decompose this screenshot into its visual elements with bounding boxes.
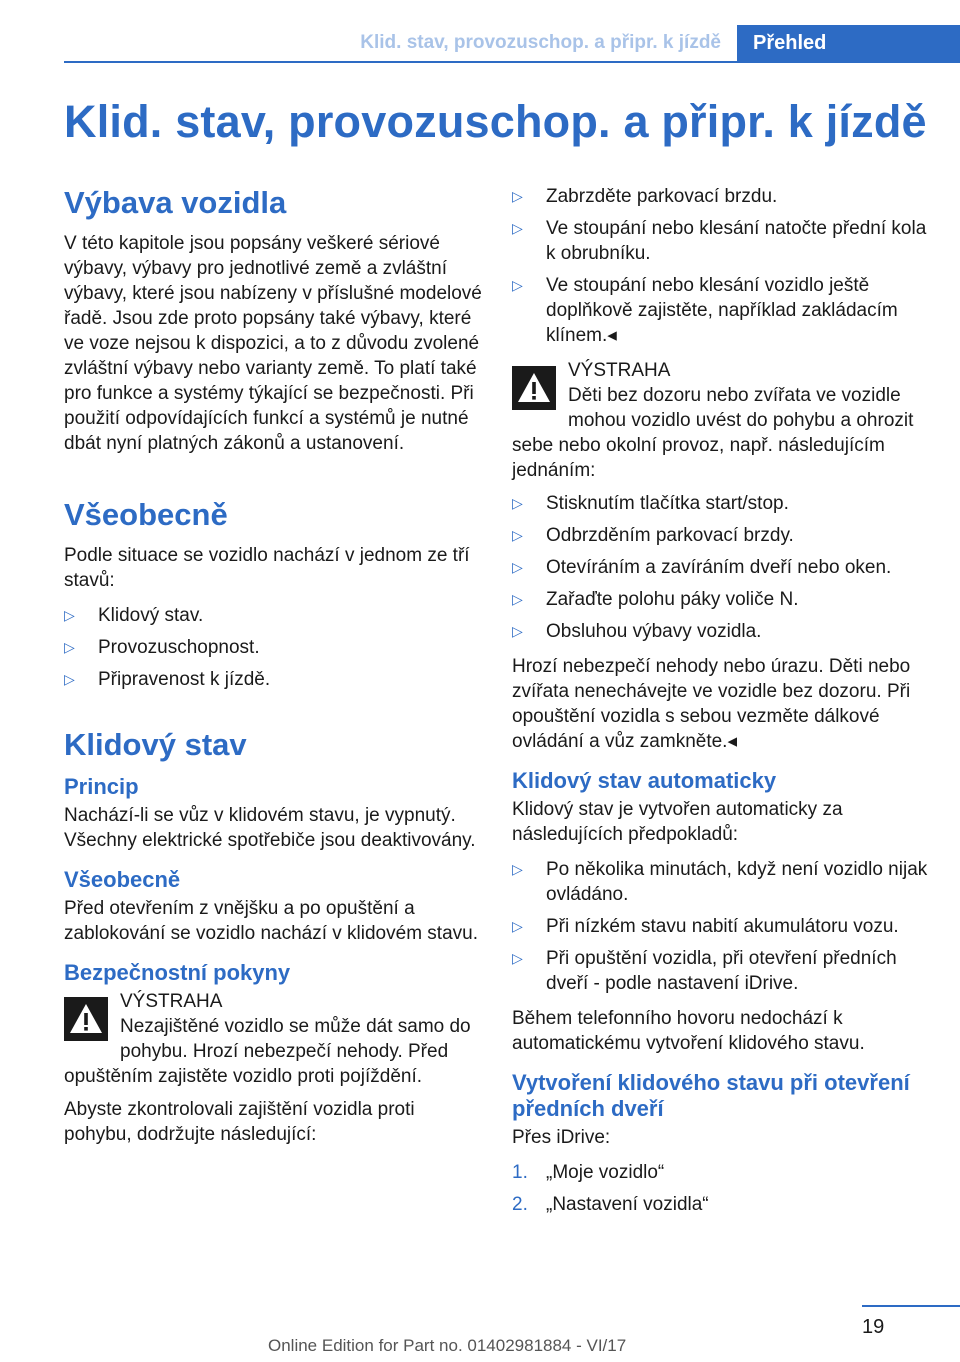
list-item: ▷ Otevíráním a zavíráním dveří nebo oken. bbox=[512, 557, 892, 578]
triangle-bullet-icon: ▷ bbox=[512, 861, 523, 878]
triangle-bullet-icon: ▷ bbox=[512, 495, 523, 511]
triangle-bullet-icon: ▷ bbox=[512, 623, 523, 639]
hazard-paragraph: Hrozí nebezpečí nehody nebo úrazu. Děti nebo zvířata nenechávejte ve vozidle bez dozoru. Při opouštění vozidla s sebou vezměte dálkové ovládání a vůz zamkněte.◂ bbox=[512, 656, 911, 752]
safety-heading: Bezpečnostní pokyny bbox=[64, 960, 291, 986]
list-item: ▷ Po několika minutách, když není vozidlo nijak ovládáno. bbox=[512, 859, 928, 906]
list-item: ▷ Klidový stav. bbox=[64, 605, 204, 627]
left-column bbox=[64, 184, 484, 1157]
list-item: ▷ Připravenost k jízdě. bbox=[64, 669, 271, 691]
general-heading: Všeobecně bbox=[64, 497, 228, 533]
list-item: ▷ Při opuštění vozidla, při otevření předních dveří - podle nastavení iDrive. bbox=[512, 948, 897, 995]
list-item: ▷ Obsluhou výbavy vozidla. bbox=[512, 621, 762, 642]
right-column bbox=[512, 184, 932, 1227]
footer-rule bbox=[862, 1305, 960, 1307]
check-paragraph: Abyste zkontrolovali zajištění vozidla proti pohybu, dodržujte následující: bbox=[64, 1099, 415, 1146]
list-item: ▷ Provozuschopnost. bbox=[64, 637, 260, 659]
general2-heading: Všeobecně bbox=[64, 866, 181, 892]
general2-paragraph: Před otevřením z vnějšku a po opuštění a zablokování se vozidlo nachází v klidovém stavu. bbox=[64, 898, 478, 945]
warning-label: VÝSTRAHA bbox=[568, 360, 671, 381]
triangle-bullet-icon: ▷ bbox=[512, 527, 523, 543]
list-item: ▷ Ve stoupání nebo klesání natočte přední kola k obrubníku. bbox=[512, 218, 927, 264]
secure-steps-list bbox=[512, 184, 932, 348]
list-item: ▷ Stisknutím tlačítka start/stop. bbox=[512, 493, 789, 514]
running-header-title: Klid. stav, provozuschop. a připr. k jízdě bbox=[360, 32, 721, 53]
triangle-bullet-icon: ▷ bbox=[512, 918, 523, 935]
door-idle-heading: Vytvoření klidového stavu při otevření předních dveří bbox=[512, 1070, 910, 1121]
triangle-bullet-icon: ▷ bbox=[512, 277, 523, 293]
header-rule bbox=[64, 61, 960, 63]
triangle-bullet-icon: ▷ bbox=[64, 607, 75, 624]
via-idrive-paragraph: Přes iDrive: bbox=[512, 1126, 611, 1148]
warning-box bbox=[64, 989, 484, 1089]
list-item: ▷ Při nízkém stavu nabití akumulátoru vozu. bbox=[512, 916, 899, 938]
states-list bbox=[64, 603, 484, 692]
auto-idle-paragraph: Klidový stav je vytvořen automaticky za následujících předpokladů: bbox=[512, 799, 843, 846]
triangle-bullet-icon: ▷ bbox=[512, 188, 523, 204]
list-item: ▷ Odbrzděním parkovací brzdy. bbox=[512, 525, 794, 546]
triangle-bullet-icon: ▷ bbox=[512, 950, 523, 967]
principle-heading: Princip bbox=[64, 773, 139, 799]
principle-paragraph: Nachází-li se vůz v klidovém stavu, je vypnutý. Všechny elektrické spotřebiče jsou deaktivovány. bbox=[64, 804, 476, 851]
warning-triangle-icon bbox=[64, 997, 108, 1041]
footer-edition: Online Edition for Part no. 01402981884 - VI/17 bbox=[268, 1336, 627, 1355]
call-paragraph: Během telefonního hovoru nedochází k automatickému vytvoření klidového stavu. bbox=[512, 1008, 865, 1055]
page-number: 19 bbox=[862, 1316, 885, 1338]
step-number: 2. bbox=[512, 1193, 528, 1215]
list-item: 2. „Nastavení vozidla“ bbox=[512, 1193, 709, 1215]
warning-box bbox=[512, 358, 932, 483]
step-number: 1. bbox=[512, 1161, 528, 1183]
triangle-bullet-icon: ▷ bbox=[512, 591, 523, 607]
triangle-bullet-icon: ▷ bbox=[64, 639, 75, 656]
list-item: ▷ Ve stoupání nebo klesání vozidlo ještě doplňkově zajistěte, například zakládacím klínem.◂ bbox=[512, 275, 898, 346]
equipment-paragraph: V této kapitole jsou popsány veškeré sériové výbavy, výbavy pro jednotlivé země a zvláštní výbavy, které jsou nabízeny v příslušné modelové řadě. Jsou zde proto popsány také výbavy, které ve voze nejsou k dispozici, a to z důvodu zvolené zvláštní výbavy nebo varianty země. To platí také pro funkce a systémy týkající se bezpečnosti. Při použití odpovídajících funkcí a systémů je nutné dbát nyní platných zákonů a ustanovení. bbox=[64, 233, 482, 455]
auto-idle-heading: Klidový stav automaticky bbox=[512, 768, 777, 793]
warning-triangle-icon bbox=[512, 366, 556, 410]
warning-label: VÝSTRAHA bbox=[120, 991, 223, 1013]
triangle-bullet-icon: ▷ bbox=[512, 559, 523, 575]
equipment-heading: Výbava vozidla bbox=[64, 185, 287, 220]
hazard-actions-list bbox=[512, 491, 932, 644]
page-title: Klid. stav, provozuschop. a připr. k jízdě bbox=[64, 96, 927, 147]
section-tab-overview[interactable]: Přehled bbox=[737, 25, 960, 61]
list-item: ▷ Zabrzděte parkovací brzdu. bbox=[512, 186, 778, 207]
auto-conditions-list bbox=[512, 857, 932, 996]
idrive-steps-list bbox=[512, 1160, 932, 1217]
triangle-bullet-icon: ▷ bbox=[64, 671, 75, 688]
triangle-bullet-icon: ▷ bbox=[512, 220, 523, 236]
warning-text: Nezajištěné vozidlo se může dát samo do pohybu. Hrozí nebezpečí nehody. Před opuštěním zajistěte vozidlo proti pojíždění. bbox=[64, 1016, 471, 1088]
general-paragraph: Podle situace se vozidlo nachází v jednom ze tří stavů: bbox=[64, 545, 470, 592]
idle-state-heading: Klidový stav bbox=[64, 727, 247, 763]
list-item: 1. „Moje vozidlo“ bbox=[512, 1161, 665, 1183]
list-item: ▷ Zařaďte polohu páky voliče N. bbox=[512, 589, 799, 610]
warning-text: Děti bez dozoru nebo zvířata ve vozidle mohou vozidlo uvést do pohybu a ohrozit sebe nebo okolní provoz, např. následujícím jednáním: bbox=[512, 385, 914, 481]
